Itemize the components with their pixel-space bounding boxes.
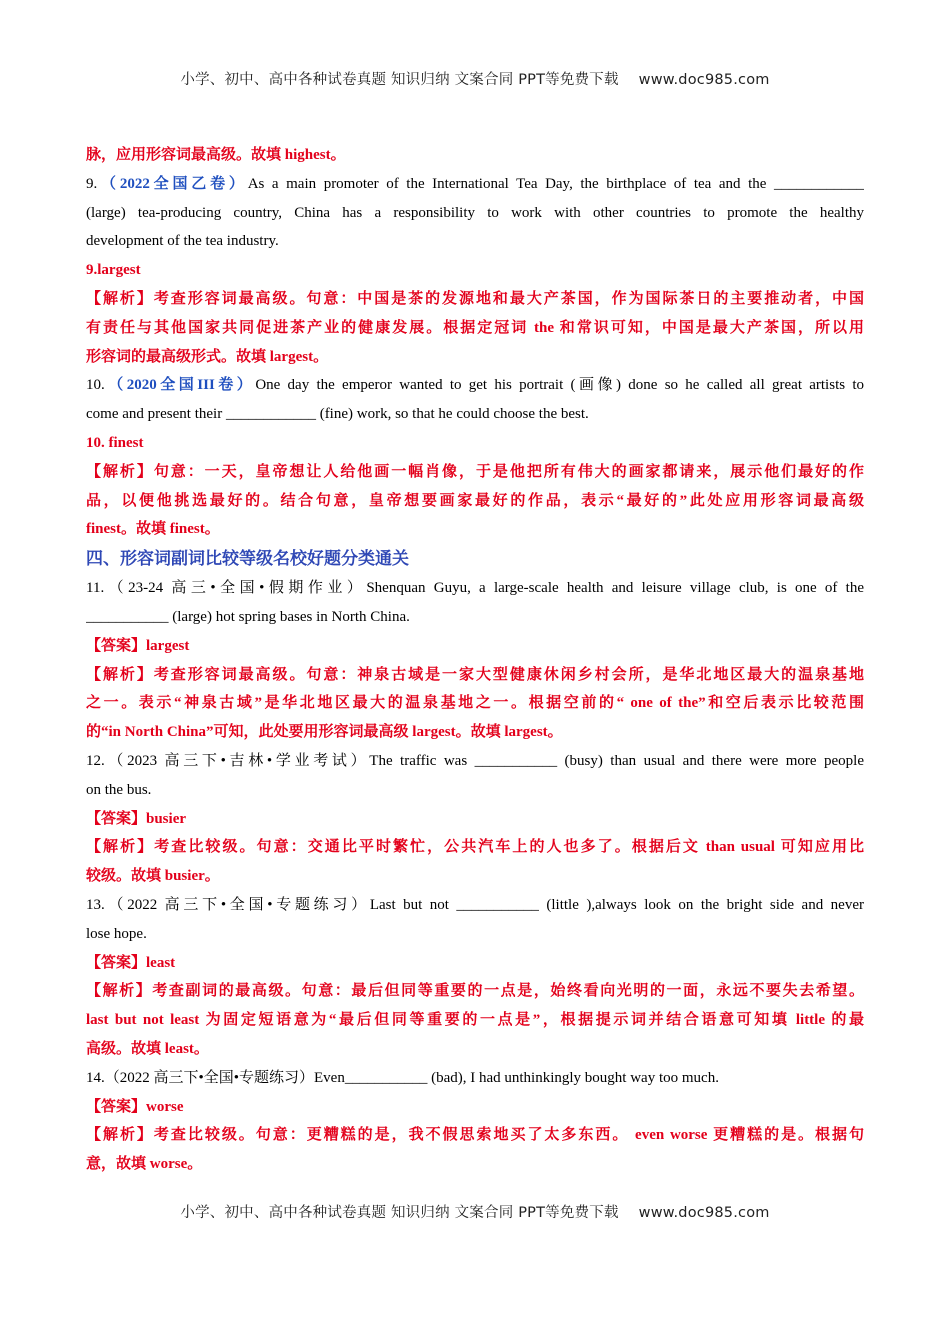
- question-10-line-2: come and present their ____________ (fine) work, so that he could choose the best.: [86, 406, 589, 423]
- question-9-analysis-2: 有责任与其他国家共同促进茶产业的健康发展。根据定冠词 the 和常识可知，中国是最大产茶国，所以用: [86, 319, 864, 336]
- question-9-line-2: (large) tea-producing country, China has a responsibility to work with other countries to promote the healthy: [86, 204, 864, 221]
- question-12-analysis-2: 较级。故填 busier。: [86, 868, 220, 885]
- question-source: （2022全国乙卷）: [97, 175, 248, 192]
- question-text: One day the emperor wanted to get his portrait (画像) done so he called all great artists to: [255, 377, 864, 394]
- question-12-line-1: 12.（2023 高三下•吉林•学业考试）The traffic was ___________ (busy) than usual and there were more people: [86, 752, 864, 769]
- question-10-analysis-1: 【解析】句意：一天，皇帝想让人给他画一幅肖像，于是他把所有伟大的画家都请来，展示他们最好的作: [86, 463, 864, 480]
- question-14-analysis-2: 意，故填 worse。: [86, 1156, 203, 1173]
- question-14-answer: 【答案】worse: [86, 1098, 184, 1115]
- question-10-analysis-2: 品，以便他挑选最好的。结合句意，皇帝想要画家最好的作品，表示“最好的”此处应用形容词最高级: [86, 492, 864, 509]
- question-13-analysis-3: 高级。故填 least。: [86, 1040, 209, 1057]
- section-heading: 四、形容词副词比较等级名校好题分类通关: [86, 549, 409, 570]
- document-body: [86, 141, 864, 1179]
- question-number: 10.: [86, 377, 105, 394]
- question-9-line-3: development of the tea industry.: [86, 233, 279, 250]
- footer-site: www.doc985.com: [638, 1205, 770, 1221]
- page-header: [0, 68, 950, 89]
- question-11-line-2: ___________ (large) hot spring bases in North China.: [86, 608, 410, 625]
- page-footer: [0, 1201, 950, 1222]
- answer-line: 脉，应用形容词最高级。故填 highest。: [86, 147, 346, 163]
- question-9-line-1: [86, 170, 864, 199]
- question-9-analysis-3: 形容词的最高级形式。故填 largest。: [86, 348, 329, 365]
- question-11-analysis-2: 之一。表示“神泉古域”是华北地区最大的温泉基地之一。根据空前的“ one of the”和空后表示比较范围: [86, 695, 864, 712]
- question-13-analysis-2: last but not least 为固定短语意为“最后但同等重要的一点是”，根据提示词并结合语意可知填 little 的最: [86, 1012, 864, 1029]
- question-source: （2020全国III卷）: [104, 377, 256, 394]
- question-12-answer: 【答案】busier: [86, 810, 187, 827]
- question-13-analysis-1: 【解析】考查副词的最高级。句意：最后但同等重要的一点是，始终看向光明的一面，永远不要失去希望。: [86, 983, 864, 1000]
- question-12-analysis-1: 【解析】考查比较级。句意：交通比平时繁忙，公共汽车上的人也多了。根据后文 than usual 可知应用比: [86, 839, 864, 856]
- question-9-answer: 9.largest: [86, 262, 141, 279]
- question-13-line-2: lose hope.: [86, 925, 147, 942]
- question-11-answer: 【答案】largest: [86, 637, 190, 654]
- question-number: 9.: [86, 175, 98, 192]
- question-9-analysis-1: 【解析】考查形容词最高级。句意：中国是茶的发源地和最大产茶国，作为国际茶日的主要推动者，中国: [86, 290, 864, 307]
- header-site: www.doc985.com: [638, 72, 770, 88]
- question-text: As a main promoter of the International Tea Day, the birthplace of tea and the ____________: [247, 175, 864, 192]
- question-14-line-1: 14.（2022 高三下•全国•专题练习）Even___________ (bad), I had unthinkingly bought way too much.: [86, 1069, 719, 1086]
- header-text: 小学、初中、高中各种试卷真题 知识归纳 文案合同 PPT等免费下载: [180, 72, 619, 88]
- question-10-line-1: [86, 371, 864, 400]
- question-12-line-2: on the bus.: [86, 781, 152, 798]
- footer-text: 小学、初中、高中各种试卷真题 知识归纳 文案合同 PPT等免费下载: [180, 1205, 619, 1221]
- question-11-line-1: 11.（23-24 高三•全国•假期作业）Shenquan Guyu, a large-scale health and leisure village club, is one of the: [86, 580, 864, 597]
- question-10-answer: 10. finest: [86, 434, 144, 451]
- question-14-analysis-1: 【解析】考查比较级。句意：更糟糕的是，我不假思索地买了太多东西。 even worse 更糟糕的是。根据句: [86, 1127, 864, 1144]
- question-11-analysis-3: 的“in North China”可知，此处要用形容词最高级 largest。故填 largest。: [86, 724, 563, 741]
- question-11-analysis-1: 【解析】考查形容词最高级。句意：神泉古域是一家大型健康休闲乡村会所，是华北地区最大的温泉基地: [86, 666, 864, 683]
- question-10-analysis-3: finest。故填 finest。: [86, 521, 220, 538]
- question-13-line-1: 13.（2022 高三下•全国•专题练习）Last but not ___________ (little ),always look on the bright side and never: [86, 896, 864, 913]
- question-13-answer: 【答案】least: [86, 954, 176, 971]
